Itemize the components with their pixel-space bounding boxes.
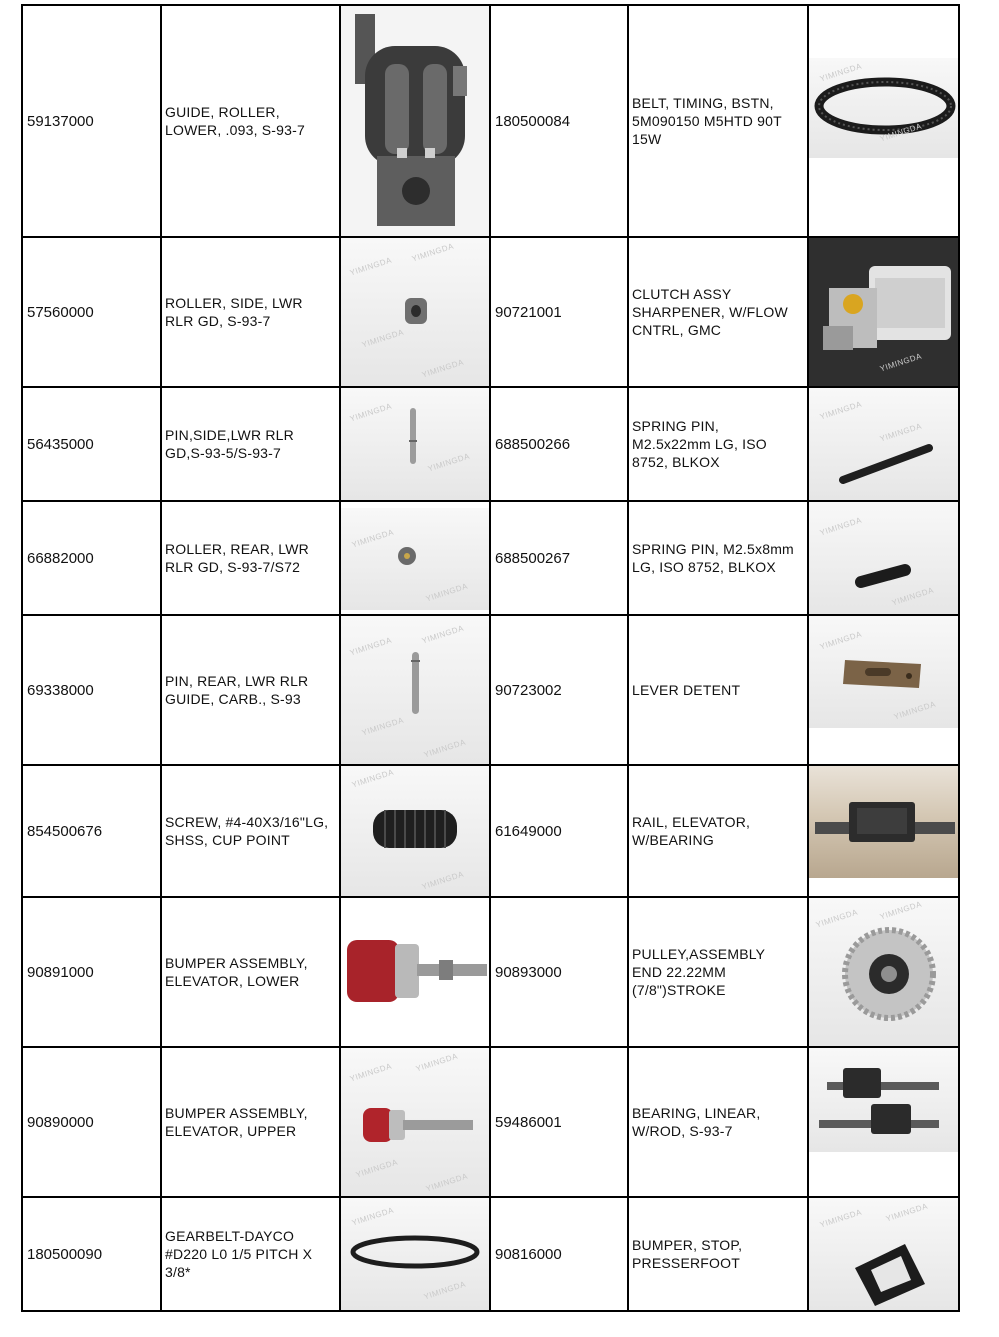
bumper-upper-image: [341, 1048, 489, 1196]
part-number: 69338000: [27, 681, 94, 699]
parts-table: [21, 4, 960, 1312]
watermark-text: YIMINGDA: [350, 1205, 395, 1228]
watermark-text: YIMINGDA: [878, 421, 923, 444]
part-number: 59486001: [495, 1113, 562, 1131]
pulley-assembly-image: [809, 898, 958, 1046]
part-image-cell: [340, 1047, 490, 1197]
description-cell: [161, 765, 340, 897]
part-number: 90890000: [27, 1113, 94, 1131]
part-description: BEARING, LINEAR, W/ROD, S-93-7: [632, 1105, 761, 1139]
part-number: 854500676: [27, 822, 103, 840]
watermark-text: YIMINGDA: [360, 715, 405, 738]
part-number: 90893000: [495, 963, 562, 981]
part-number-cell: [22, 5, 161, 237]
part-number-cell: [22, 387, 161, 501]
watermark-text: YIMINGDA: [818, 1207, 863, 1230]
part-description: BUMPER, STOP, PRESSERFOOT: [632, 1237, 743, 1271]
part-number: 90816000: [495, 1245, 562, 1263]
table-row: [22, 1197, 959, 1311]
watermark-text: YIMINGDA: [350, 767, 395, 790]
part-number: 688500266: [495, 435, 571, 453]
part-number: 180500084: [495, 112, 571, 130]
description-cell: [628, 1047, 808, 1197]
long-spring-pin-image: [809, 388, 958, 500]
part-description: ROLLER, SIDE, LWR RLR GD, S-93-7: [165, 295, 303, 329]
part-number-cell: [490, 5, 628, 237]
watermark-text: YIMINGDA: [878, 351, 923, 374]
table-row: [22, 237, 959, 387]
part-image-cell: [808, 615, 959, 765]
watermark-text: YIMINGDA: [426, 451, 471, 474]
table-row: [22, 387, 959, 501]
description-cell: [628, 1197, 808, 1311]
watermark-text: YIMINGDA: [420, 357, 465, 380]
table-row: [22, 897, 959, 1047]
part-image-cell: [808, 387, 959, 501]
description-cell: [161, 1047, 340, 1197]
part-image-cell: [340, 897, 490, 1047]
watermark-text: YIMINGDA: [422, 737, 467, 760]
description-cell: [161, 387, 340, 501]
part-number: 180500090: [27, 1245, 103, 1263]
watermark-text: YIMINGDA: [890, 585, 935, 608]
watermark-text: YIMINGDA: [348, 635, 393, 658]
watermark-text: YIMINGDA: [420, 623, 465, 646]
watermark-text: YIMINGDA: [422, 1279, 467, 1302]
watermark-text: YIMINGDA: [348, 401, 393, 424]
part-image-cell: [808, 765, 959, 897]
part-number: 59137000: [27, 112, 94, 130]
part-number: 90721001: [495, 303, 562, 321]
watermark-text: YIMINGDA: [878, 899, 923, 922]
watermark-text: YIMINGDA: [892, 699, 937, 722]
timing-belt-image: [809, 58, 959, 158]
part-number: 688500267: [495, 549, 571, 567]
part-description: BUMPER ASSEMBLY, ELEVATOR, UPPER: [165, 1105, 308, 1139]
rear-roller-image: [341, 508, 490, 610]
part-description: PIN,SIDE,LWR RLR GD,S-93-5/S-93-7: [165, 427, 294, 461]
part-number: 61649000: [495, 822, 562, 840]
watermark-text: YIMINGDA: [818, 515, 863, 538]
gear-belt-image: [341, 1198, 489, 1310]
watermark-text: YIMINGDA: [348, 1061, 393, 1084]
table-row: [22, 5, 959, 237]
description-cell: [161, 237, 340, 387]
part-number-cell: [22, 765, 161, 897]
watermark-text: YIMINGDA: [410, 241, 455, 264]
description-cell: [628, 765, 808, 897]
part-description: BELT, TIMING, BSTN, 5M090150 M5HTD 90T 15W: [632, 95, 782, 147]
table-row: [22, 1047, 959, 1197]
watermark-text: YIMINGDA: [814, 907, 859, 930]
description-cell: [628, 897, 808, 1047]
description-cell: [161, 1197, 340, 1311]
part-description: RAIL, ELEVATOR, W/BEARING: [632, 814, 751, 848]
table-row: [22, 501, 959, 615]
watermark-text: YIMINGDA: [354, 1157, 399, 1180]
part-image-cell: [808, 5, 959, 237]
part-image-cell: [340, 237, 490, 387]
watermark-text: YIMINGDA: [420, 869, 465, 892]
description-cell: [628, 5, 808, 237]
part-description: LEVER DETENT: [632, 682, 741, 698]
part-image-cell: [808, 1197, 959, 1311]
description-cell: [161, 897, 340, 1047]
part-image-cell: [808, 501, 959, 615]
part-image-cell: [340, 765, 490, 897]
part-description: GUIDE, ROLLER, LOWER, .093, S-93-7: [165, 104, 305, 138]
linear-rail-image: [809, 766, 959, 878]
description-cell: [628, 501, 808, 615]
side-pin-image: [341, 388, 489, 500]
watermark-text: YIMINGDA: [424, 581, 469, 604]
part-description: ROLLER, REAR, LWR RLR GD, S-93-7/S72: [165, 541, 309, 575]
part-number-cell: [22, 237, 161, 387]
part-number-cell: [490, 615, 628, 765]
watermark-text: YIMINGDA: [884, 1201, 929, 1224]
watermark-text: YIMINGDA: [818, 399, 863, 422]
part-description: SCREW, #4-40X3/16"LG, SHSS, CUP POINT: [165, 814, 329, 848]
part-description: SPRING PIN, M2.5x22mm LG, ISO 8752, BLKOX: [632, 418, 767, 470]
part-number-cell: [22, 1197, 161, 1311]
part-description: PIN, REAR, LWR RLR GUIDE, CARB., S-93: [165, 673, 309, 707]
part-number-cell: [490, 1197, 628, 1311]
part-image-cell: [340, 501, 490, 615]
part-number-cell: [22, 897, 161, 1047]
watermark-text: YIMINGDA: [360, 327, 405, 350]
watermark-text: YIMINGDA: [414, 1051, 459, 1074]
description-cell: [161, 501, 340, 615]
part-number-cell: [490, 237, 628, 387]
linear-bearing-image: [809, 1048, 959, 1152]
part-number: 57560000: [27, 303, 94, 321]
roller-guide-assembly-image: [341, 6, 489, 236]
watermark-text: YIMINGDA: [350, 527, 395, 550]
part-description: GEARBELT-DAYCO #D220 L0 1/5 PITCH X 3/8*: [165, 1228, 313, 1280]
part-image-cell: [808, 237, 959, 387]
part-number-cell: [490, 1047, 628, 1197]
part-image-cell: [340, 387, 490, 501]
stop-bumper-image: [809, 1198, 958, 1310]
rear-pin-image: [341, 616, 489, 764]
small-roller-image: [341, 238, 489, 386]
description-cell: [628, 237, 808, 387]
description-cell: [628, 615, 808, 765]
part-image-cell: [808, 897, 959, 1047]
part-number-cell: [490, 387, 628, 501]
part-number: 90723002: [495, 681, 562, 699]
part-number-cell: [490, 897, 628, 1047]
part-number-cell: [22, 1047, 161, 1197]
clutch-assembly-image: [809, 238, 958, 386]
part-number-cell: [490, 765, 628, 897]
watermark-text: YIMINGDA: [818, 61, 863, 84]
watermark-text: YIMINGDA: [424, 1171, 469, 1194]
part-image-cell: [340, 1197, 490, 1311]
table-row: [22, 615, 959, 765]
watermark-text: YIMINGDA: [878, 121, 923, 144]
short-spring-pin-image: [809, 502, 958, 614]
description-cell: [628, 387, 808, 501]
description-cell: [161, 5, 340, 237]
part-number-cell: [22, 615, 161, 765]
part-description: CLUTCH ASSY SHARPENER, W/FLOW CNTRL, GMC: [632, 286, 788, 338]
part-description: SPRING PIN, M2.5x8mm LG, ISO 8752, BLKOX: [632, 541, 794, 575]
watermark-text: YIMINGDA: [818, 629, 863, 652]
part-number-cell: [22, 501, 161, 615]
bumper-lower-image: [341, 898, 489, 1046]
part-image-cell: [340, 5, 490, 237]
part-image-cell: [808, 1047, 959, 1197]
description-cell: [161, 615, 340, 765]
set-screw-image: [341, 766, 489, 896]
part-description: PULLEY,ASSEMBLY END 22.22MM (7/8")STROKE: [632, 946, 766, 998]
part-image-cell: [340, 615, 490, 765]
part-number: 66882000: [27, 549, 94, 567]
part-number: 56435000: [27, 435, 94, 453]
part-description: BUMPER ASSEMBLY, ELEVATOR, LOWER: [165, 955, 308, 989]
watermark-text: YIMINGDA: [348, 255, 393, 278]
lever-detent-image: [809, 616, 959, 728]
table-row: [22, 765, 959, 897]
part-number-cell: [490, 501, 628, 615]
part-number: 90891000: [27, 963, 94, 981]
